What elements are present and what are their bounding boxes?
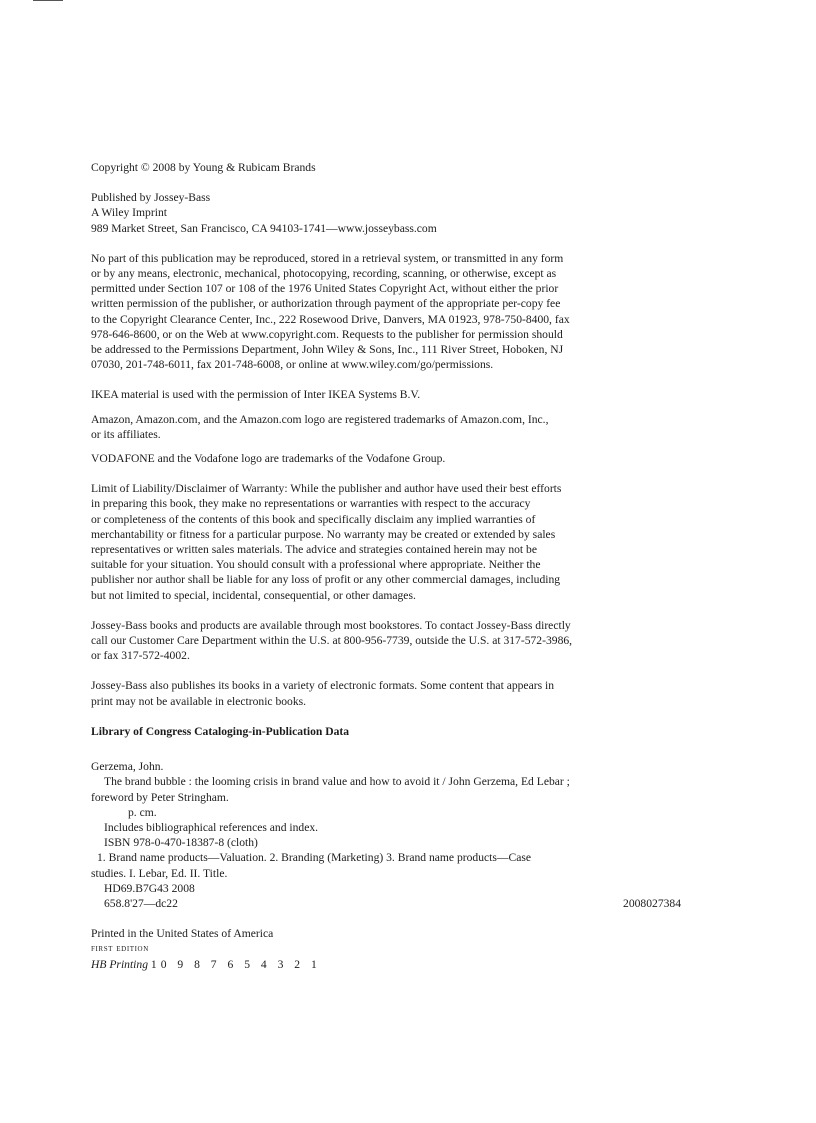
rights-line: permitted under Section 107 or 108 of the 1976 United States Copyright Act, without either the prior: [91, 282, 559, 296]
cip-lccn: 2008027384: [623, 896, 681, 910]
rights-line: written permission of the publisher, or authorization through payment of the appropriate per-copy fee: [91, 297, 561, 311]
amazon-line: or its affiliates.: [91, 427, 161, 441]
copyright-page: [91, 160, 681, 972]
cip-dewey: 658.8'27—dc22: [104, 896, 178, 910]
publisher-line: Published by Jossey-Bass: [91, 191, 211, 205]
liability-line: publisher nor author shall be liable for any loss of profit or any other commercial damages, including: [91, 573, 561, 587]
printing-numbers: 10 9 8 7 6 5 4 3 2 1: [150, 957, 321, 971]
rights-line: to the Copyright Clearance Center, Inc., 222 Rosewood Drive, Danvers, MA 01923, 978-750-8400, fax: [91, 312, 570, 326]
electronic-line: print may not be available in electronic books.: [91, 694, 307, 708]
cip-subjects-continued: studies. I. Lebar, Ed. II. Title.: [91, 866, 228, 880]
cip-isbn: ISBN 978-0-470-18387-8 (cloth): [104, 836, 258, 850]
page-corner-rule: [33, 0, 63, 1]
liability-line: Limit of Liability/Disclaimer of Warranty: While the publisher and author have used their best efforts: [91, 482, 562, 496]
rights-line: 07030, 201-748-6011, fax 201-748-6008, or online at www.wiley.com/go/permissions.: [91, 358, 494, 372]
liability-line: suitable for your situation. You should consult with a professional where appropriate. Neither the: [91, 558, 541, 572]
cip-heading: Library of Congress Cataloging-in-Publication Data: [91, 724, 350, 738]
liability-line: merchantability or fitness for a particular purpose. No warranty may be created or extended by sales: [91, 527, 556, 541]
rights-line: 978-646-8600, or on the Web at www.copyright.com. Requests to the publisher for permission should: [91, 327, 563, 341]
rights-line: No part of this publication may be reproduced, stored in a retrieval system, or transmitted in any form: [91, 251, 564, 265]
availability-paragraph: [91, 618, 681, 664]
amazon-line: Amazon, Amazon.com, and the Amazon.com logo are registered trademarks of Amazon.com, Inc.,: [91, 412, 549, 426]
liability-line: representatives or written sales materials. The advice and strategies contained herein may not be: [91, 543, 537, 557]
liability-line: or completeness of the contents of this book and specifically disclaim any implied warranties of: [91, 512, 536, 526]
availability-line: or fax 317-572-4002.: [91, 649, 190, 663]
printing-line: [91, 957, 681, 972]
electronic-line: Jossey-Bass also publishes its books in a variety of electronic formats. Some content that appears in: [91, 679, 555, 693]
copyright-line: Copyright © 2008 by Young & Rubicam Brands: [91, 161, 316, 174]
electronic-formats-paragraph: [91, 678, 681, 708]
rights-line: be addressed to the Permissions Department, John Wiley & Sons, Inc., 111 River Street, Hoboken, NJ: [91, 343, 564, 357]
cip-author: Gerzema, John.: [91, 760, 164, 774]
printing-block: [91, 926, 681, 972]
cip-title-continued: foreword by Peter Stringham.: [91, 790, 229, 804]
availability-line: call our Customer Care Department within the U.S. at 800-956-7739, outside the U.S. at 317-572-3986,: [91, 634, 573, 648]
liability-line: in preparing this book, they make no representations or warranties with respect to the accuracy: [91, 497, 531, 511]
rights-line: or by any means, electronic, mechanical, photocopying, recording, scanning, or otherwise, except as: [91, 267, 557, 281]
cip-dewey-row: [91, 896, 681, 911]
cip-includes: Includes bibliographical references and index.: [104, 820, 319, 834]
cip-lc-class: HD69.B7G43 2008: [104, 881, 195, 895]
liability-paragraph: [91, 481, 681, 603]
publisher-address: 989 Market Street, San Francisco, CA 94103-1741—www.josseybass.com: [91, 221, 437, 235]
printed-in-line: Printed in the United States of America: [91, 927, 274, 941]
edition-line: first edition: [91, 943, 149, 955]
publisher-block: [91, 190, 681, 236]
cip-record: [91, 759, 681, 911]
vodafone-notice: VODAFONE and the Vodafone logo are trademarks of the Vodafone Group.: [91, 452, 446, 466]
availability-line: Jossey-Bass books and products are available through most bookstores. To contact Jossey-Bass directly: [91, 618, 571, 632]
cip-subjects: 1. Brand name products—Valuation. 2. Branding (Marketing) 3. Brand name products—Case: [97, 851, 532, 865]
ikea-notice: IKEA material is used with the permission of Inter IKEA Systems B.V.: [91, 388, 421, 402]
amazon-notice: [91, 412, 681, 442]
cip-title: The brand bubble : the looming crisis in brand value and how to avoid it / John Gerzema, Ed Lebar ;: [104, 775, 570, 789]
rights-paragraph: [91, 251, 681, 373]
cip-pages: p. cm.: [128, 805, 157, 819]
printing-label: HB Printing: [91, 957, 149, 971]
imprint-line: A Wiley Imprint: [91, 206, 167, 220]
liability-line: but not limited to special, incidental, consequential, or other damages.: [91, 588, 416, 602]
